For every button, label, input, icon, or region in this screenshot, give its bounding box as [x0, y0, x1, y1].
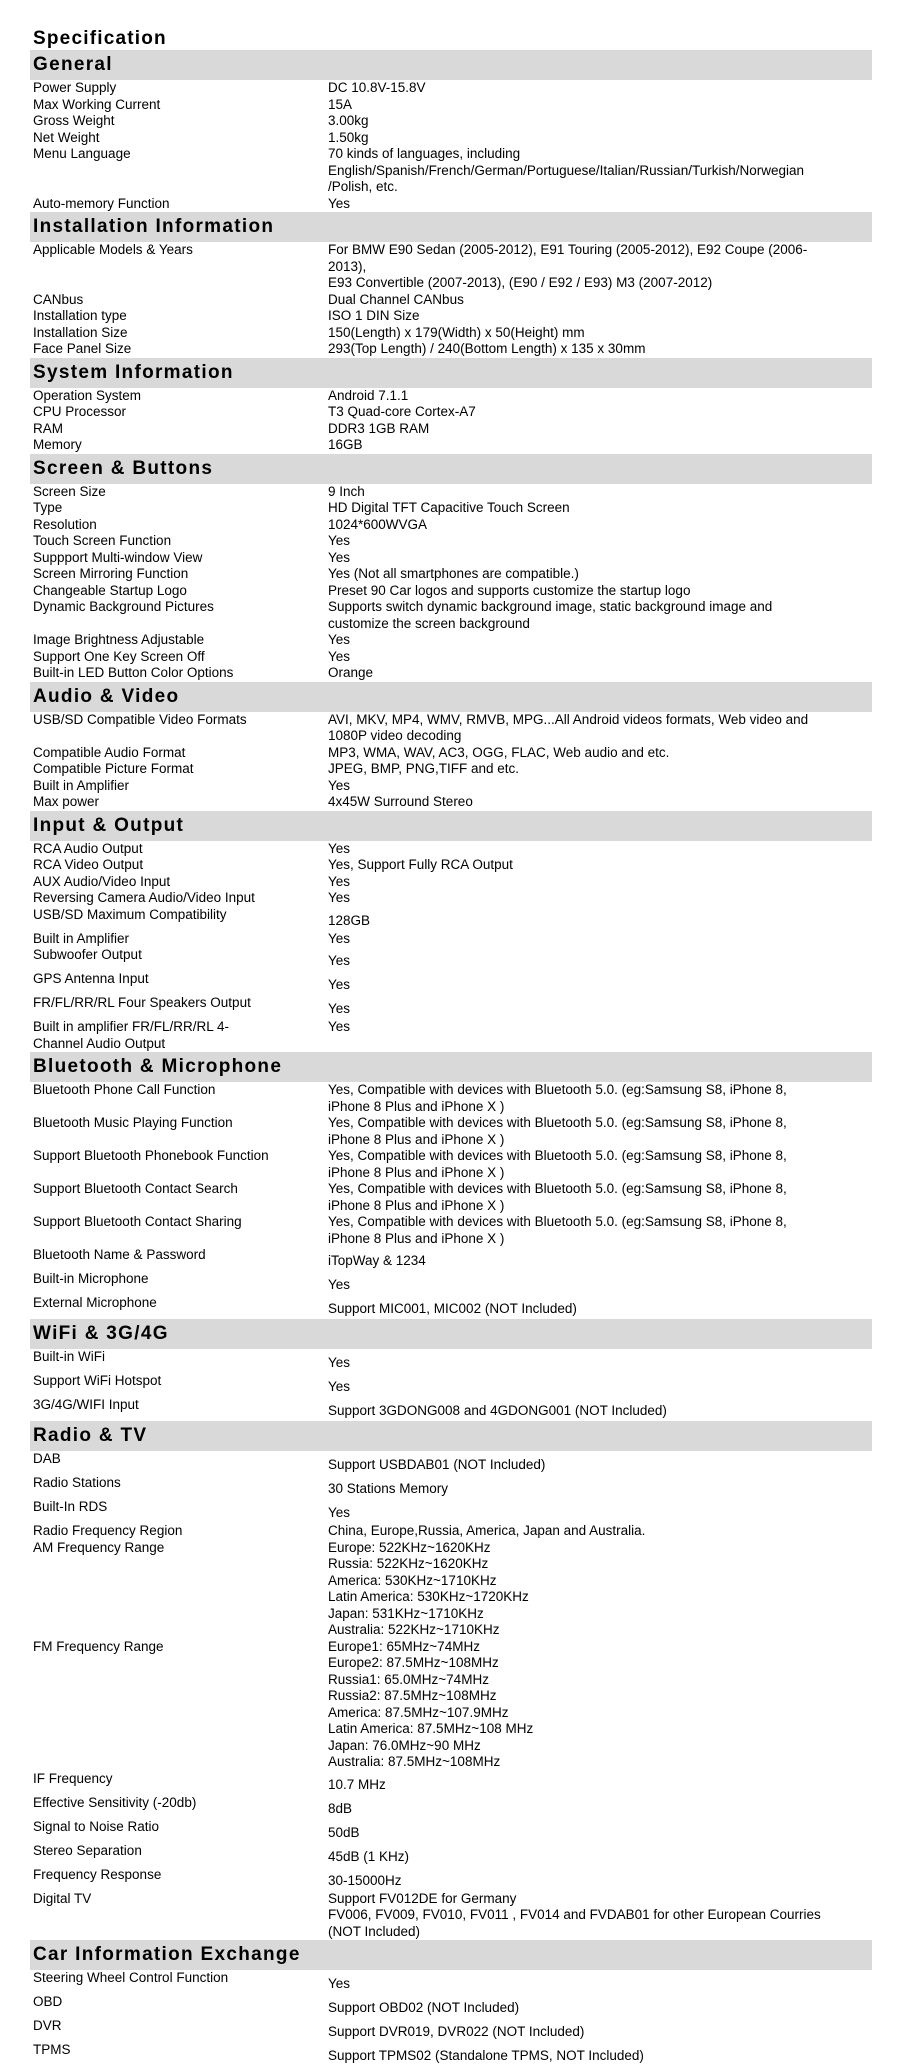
spec-key: TPMS — [33, 2042, 71, 2057]
spec-key: External Microphone — [33, 1295, 157, 1310]
spec-key: Built-in Microphone — [33, 1271, 149, 1286]
spec-value: Orange — [328, 665, 374, 680]
spec-row — [30, 146, 872, 196]
spec-row — [30, 484, 872, 501]
spec-row — [30, 550, 872, 567]
spec-row — [30, 1795, 872, 1819]
spec-row — [30, 113, 872, 130]
spec-key: USB/SD Maximum Compatibility — [33, 906, 227, 922]
spec-row — [30, 1994, 872, 2018]
spec-row — [30, 649, 872, 666]
spec-row — [30, 1540, 872, 1639]
spec-row — [30, 907, 872, 931]
spec-value: DC 10.8V-15.8V — [328, 80, 426, 95]
spec-row — [30, 1148, 872, 1181]
spec-value: ISO 1 DIN Size — [328, 308, 420, 323]
spec-value: AVI, MKV, MP4, WMV, RMVB, MPG...All Android videos formats, Web video and 1080P video decoding — [328, 711, 809, 743]
spec-key: Radio Frequency Region — [33, 1523, 183, 1538]
spec-row — [30, 1247, 872, 1271]
spec-value: Yes — [328, 549, 351, 565]
spec-key: AUX Audio/Video Input — [33, 873, 171, 889]
spec-document — [30, 28, 872, 2066]
spec-key: Support Bluetooth Phonebook Function — [33, 1148, 269, 1163]
spec-key: Support WiFi Hotspot — [33, 1373, 162, 1388]
spec-key: Operation System — [33, 387, 142, 403]
spec-value: Yes — [328, 1019, 351, 1034]
spec-row — [30, 1349, 872, 1373]
spec-value: DDR3 1GB RAM — [328, 420, 430, 436]
spec-row — [30, 533, 872, 550]
spec-row — [30, 1819, 872, 1843]
spec-key: Signal to Noise Ratio — [33, 1818, 160, 1834]
spec-value: Yes, Compatible with devices with Bluetooth 5.0. (eg:Samsung S8, iPhone 8, iPhone 8 Plus and iPhone X ) — [328, 1181, 787, 1213]
section-header: Car Information Exchange — [30, 1940, 872, 1970]
spec-value: Yes — [328, 953, 351, 968]
spec-row — [30, 1115, 872, 1148]
spec-value: Android 7.1.1 — [328, 387, 409, 403]
spec-key: OBD — [33, 1994, 63, 2009]
spec-key: Face Panel Size — [33, 341, 132, 356]
spec-row — [30, 1843, 872, 1867]
spec-key: Support One Key Screen Off — [33, 648, 205, 664]
spec-key: Max power — [33, 794, 100, 809]
spec-key: Built-in LED Button Color Options — [33, 665, 234, 680]
spec-row — [30, 1891, 872, 1941]
section-header: System Information — [30, 358, 872, 388]
spec-row — [30, 1970, 872, 1994]
spec-key: Applicable Models & Years — [33, 242, 193, 257]
spec-value: 293(Top Length) / 240(Bottom Length) x 135 x 30mm — [328, 341, 646, 356]
spec-row — [30, 794, 872, 811]
spec-sections — [30, 50, 872, 2066]
spec-value: 30 Stations Memory — [328, 1481, 449, 1496]
spec-key: Suppport Multi-window View — [33, 549, 203, 565]
spec-key: Built-in WiFi — [33, 1349, 106, 1364]
spec-value: Yes — [328, 1001, 351, 1016]
spec-row — [30, 566, 872, 583]
spec-value: Support TPMS02 (Standalone TPMS, NOT Included) — [328, 2048, 644, 2063]
spec-value: Europe: 522KHz~1620KHz Russia: 522KHz~1620KHz America: 530KHz~1710KHz Latin America: 530KHz~1720KHz Japan: 531KHz~1710KHz Australia: 522KHz~1710KHz — [328, 1539, 529, 1637]
spec-value: Supports switch dynamic background image, static background image and customize the screen background — [328, 599, 773, 631]
spec-value: JPEG, BMP, PNG,TIFF and etc. — [328, 761, 520, 776]
spec-key: Radio Stations — [33, 1475, 121, 1490]
spec-key: AM Frequency Range — [33, 1539, 165, 1555]
spec-key: FR/FL/RR/RL Four Speakers Output — [33, 995, 251, 1010]
spec-row — [30, 1373, 872, 1397]
spec-row — [30, 745, 872, 762]
spec-row — [30, 1214, 872, 1247]
section-header: Audio & Video — [30, 682, 872, 712]
spec-value: MP3, WMA, WAV, AC3, OGG, FLAC, Web audio and etc. — [328, 744, 670, 760]
spec-value: 30-15000Hz — [328, 1872, 402, 1888]
spec-row — [30, 890, 872, 907]
spec-value: T3 Quad-core Cortex-A7 — [328, 404, 476, 419]
spec-value: Yes — [328, 1379, 351, 1394]
spec-row — [30, 1181, 872, 1214]
spec-value: Support USBDAB01 (NOT Included) — [328, 1457, 546, 1472]
spec-value: Yes — [328, 1976, 351, 1991]
spec-row — [30, 2018, 872, 2042]
spec-key: Built-In RDS — [33, 1499, 108, 1514]
spec-key: Built in Amplifier — [33, 777, 130, 793]
spec-row — [30, 1082, 872, 1115]
spec-key: Screen Mirroring Function — [33, 566, 189, 581]
spec-row — [30, 1451, 872, 1475]
spec-value: HD Digital TFT Capacitive Touch Screen — [328, 500, 570, 515]
spec-key: Subwoofer Output — [33, 947, 142, 962]
spec-key: Bluetooth Music Playing Function — [33, 1115, 233, 1130]
spec-row — [30, 1295, 872, 1319]
spec-row — [30, 437, 872, 454]
spec-value: Yes — [328, 1355, 351, 1370]
spec-row — [30, 1019, 872, 1052]
spec-row — [30, 632, 872, 649]
spec-row — [30, 242, 872, 292]
spec-row — [30, 971, 872, 995]
spec-key: Reversing Camera Audio/Video Input — [33, 890, 255, 905]
spec-value: Yes — [328, 977, 351, 992]
spec-value: 1.50kg — [328, 129, 369, 145]
spec-row — [30, 404, 872, 421]
spec-value: For BMW E90 Sedan (2005-2012), E91 Touring (2005-2012), E92 Coupe (2006- 2013), E93 Convertible (2007-2013), (E90 / E92 / E93) M3 (2007-2012) — [328, 242, 808, 290]
spec-value: Yes, Support Fully RCA Output — [328, 857, 513, 872]
spec-value: Europe1: 65MHz~74MHz Europe2: 87.5MHz~108MHz Russia1: 65.0MHz~74MHz Russia2: 87.5MHz~108MHz America: 87.5MHz~107.9MHz Latin America: 87.5MHz~108 MHz Japan: 76.0MHz~90 MHz Australia: 87.5MHz~108MHz — [328, 1638, 534, 1769]
spec-key: Installation type — [33, 308, 127, 323]
spec-row — [30, 947, 872, 971]
spec-key: CANbus — [33, 291, 84, 307]
spec-value: 3.00kg — [328, 113, 369, 128]
spec-key: Digital TV — [33, 1890, 92, 1906]
spec-value: Yes — [328, 195, 351, 211]
spec-key: Image Brightness Adjustable — [33, 632, 205, 647]
spec-key: Touch Screen Function — [33, 533, 172, 548]
spec-key: Effective Sensitivity (-20db) — [33, 1794, 197, 1810]
spec-row — [30, 1523, 872, 1540]
spec-row — [30, 1499, 872, 1523]
spec-row — [30, 712, 872, 745]
spec-key: Stereo Separation — [33, 1842, 142, 1858]
spec-key: Gross Weight — [33, 113, 115, 128]
page-title: Specification — [33, 28, 167, 49]
spec-key: Compatible Picture Format — [33, 761, 194, 776]
spec-row — [30, 1867, 872, 1891]
spec-key: Dynamic Background Pictures — [33, 599, 214, 614]
spec-key: 3G/4G/WIFI Input — [33, 1397, 139, 1412]
section-header: Screen & Buttons — [30, 454, 872, 484]
spec-row — [30, 1397, 872, 1421]
spec-key: Resolution — [33, 516, 97, 532]
spec-value: 4x45W Surround Stereo — [328, 794, 473, 809]
spec-row — [30, 80, 872, 97]
spec-key: RCA Video Output — [33, 857, 144, 872]
spec-value: Yes — [328, 648, 351, 664]
spec-key: Memory — [33, 437, 82, 452]
spec-row — [30, 857, 872, 874]
spec-value: iTopWay & 1234 — [328, 1253, 426, 1268]
spec-value: 45dB (1 KHz) — [328, 1848, 410, 1864]
spec-row — [30, 1639, 872, 1771]
spec-row — [30, 2042, 872, 2066]
spec-value: Preset 90 Car logos and supports customize the startup logo — [328, 582, 691, 598]
spec-row — [30, 599, 872, 632]
spec-key: RCA Audio Output — [33, 840, 143, 856]
spec-row — [30, 341, 872, 358]
spec-value: Yes — [328, 777, 351, 793]
spec-value: Yes, Compatible with devices with Bluetooth 5.0. (eg:Samsung S8, iPhone 8, iPhone 8 Plus and iPhone X ) — [328, 1115, 787, 1147]
spec-row — [30, 292, 872, 309]
spec-key: DAB — [33, 1451, 61, 1466]
spec-key: RAM — [33, 420, 63, 436]
spec-row — [30, 874, 872, 891]
spec-row — [30, 308, 872, 325]
spec-key: Net Weight — [33, 129, 100, 145]
spec-key: Auto-memory Function — [33, 195, 170, 211]
spec-value: Yes (Not all smartphones are compatible.) — [328, 566, 579, 581]
spec-value: Yes, Compatible with devices with Bluetooth 5.0. (eg:Samsung S8, iPhone 8, iPhone 8 Plus and iPhone X ) — [328, 1148, 787, 1180]
spec-key: Frequency Response — [33, 1866, 162, 1882]
spec-value: 70 kinds of languages, including English/Spanish/French/German/Portuguese/Italian/Russian/Turkish/Norwegian /Polish, etc. — [328, 146, 804, 194]
spec-key: Bluetooth Phone Call Function — [33, 1082, 216, 1097]
section-header: WiFi & 3G/4G — [30, 1319, 872, 1349]
spec-value: 150(Length) x 179(Width) x 50(Height) mm — [328, 324, 585, 340]
spec-key: FM Frequency Range — [33, 1638, 164, 1654]
spec-value: Yes, Compatible with devices with Bluetooth 5.0. (eg:Samsung S8, iPhone 8, iPhone 8 Plus and iPhone X ) — [328, 1214, 787, 1246]
section-header: Radio & TV — [30, 1421, 872, 1451]
spec-row — [30, 500, 872, 517]
spec-row — [30, 665, 872, 682]
spec-value: Yes — [328, 1505, 351, 1520]
spec-value: 50dB — [328, 1824, 360, 1840]
spec-value: Support DVR019, DVR022 (NOT Included) — [328, 2024, 585, 2039]
spec-key: CPU Processor — [33, 404, 127, 419]
spec-value: Support OBD02 (NOT Included) — [328, 2000, 520, 2015]
spec-key: Type — [33, 500, 63, 515]
spec-key: Installation Size — [33, 324, 128, 340]
spec-row — [30, 583, 872, 600]
spec-value: 9 Inch — [328, 483, 365, 499]
spec-key: IF Frequency — [33, 1770, 113, 1786]
spec-row — [30, 325, 872, 342]
spec-key: Compatible Audio Format — [33, 744, 186, 760]
spec-row — [30, 778, 872, 795]
spec-row — [30, 196, 872, 213]
spec-value: 16GB — [328, 437, 363, 452]
spec-row — [30, 761, 872, 778]
spec-value: Yes — [328, 840, 351, 856]
spec-value: 15A — [328, 96, 353, 112]
spec-value: Yes — [328, 1277, 351, 1292]
spec-value: 128GB — [328, 912, 371, 928]
spec-row — [30, 1475, 872, 1499]
spec-key: Power Supply — [33, 80, 117, 95]
spec-row — [30, 995, 872, 1019]
spec-value: 10.7 MHz — [328, 1776, 386, 1792]
spec-value: Yes — [328, 533, 351, 548]
spec-key: Bluetooth Name & Password — [33, 1247, 206, 1262]
section-header: General — [30, 50, 872, 80]
spec-key: DVR — [33, 2018, 62, 2033]
spec-value: Support MIC001, MIC002 (NOT Included) — [328, 1301, 577, 1316]
spec-key: Screen Size — [33, 483, 106, 499]
spec-value: 1024*600WVGA — [328, 516, 428, 532]
spec-value: Yes, Compatible with devices with Bluetooth 5.0. (eg:Samsung S8, iPhone 8, iPhone 8 Plus and iPhone X ) — [328, 1082, 787, 1114]
section-header: Bluetooth & Microphone — [30, 1052, 872, 1082]
spec-key: Changeable Startup Logo — [33, 582, 187, 598]
spec-row — [30, 388, 872, 405]
spec-value: Support FV012DE for Germany FV006, FV009, FV010, FV011 , FV014 and FVDAB01 for other European Courries (NOT Included) — [328, 1890, 821, 1939]
spec-key: Built in Amplifier — [33, 930, 130, 946]
spec-key: GPS Antenna Input — [33, 971, 149, 986]
spec-value: Yes — [328, 890, 351, 905]
spec-row — [30, 97, 872, 114]
spec-key: Menu Language — [33, 146, 131, 161]
section-header: Input & Output — [30, 811, 872, 841]
spec-key: Support Bluetooth Contact Sharing — [33, 1214, 242, 1229]
spec-key: Steering Wheel Control Function — [33, 1970, 229, 1985]
spec-row — [30, 841, 872, 858]
spec-row — [30, 517, 872, 534]
spec-value: Yes — [328, 873, 351, 889]
spec-value: Yes — [328, 930, 351, 946]
spec-value: Dual Channel CANbus — [328, 291, 464, 307]
section-header: Installation Information — [30, 212, 872, 242]
spec-key: Built in amplifier FR/FL/RR/RL 4- Channel Audio Output — [33, 1019, 230, 1051]
spec-row — [30, 1271, 872, 1295]
spec-row — [30, 130, 872, 147]
spec-value: Support 3GDONG008 and 4GDONG001 (NOT Included) — [328, 1403, 667, 1418]
spec-value: Yes — [328, 632, 351, 647]
spec-value: China, Europe,Russia, America, Japan and Australia. — [328, 1523, 646, 1538]
spec-key: USB/SD Compatible Video Formats — [33, 711, 247, 727]
spec-row — [30, 931, 872, 948]
spec-key: Support Bluetooth Contact Search — [33, 1181, 238, 1196]
spec-key: Max Working Current — [33, 96, 161, 112]
spec-row — [30, 421, 872, 438]
spec-value: 8dB — [328, 1800, 353, 1816]
spec-row — [30, 1771, 872, 1795]
